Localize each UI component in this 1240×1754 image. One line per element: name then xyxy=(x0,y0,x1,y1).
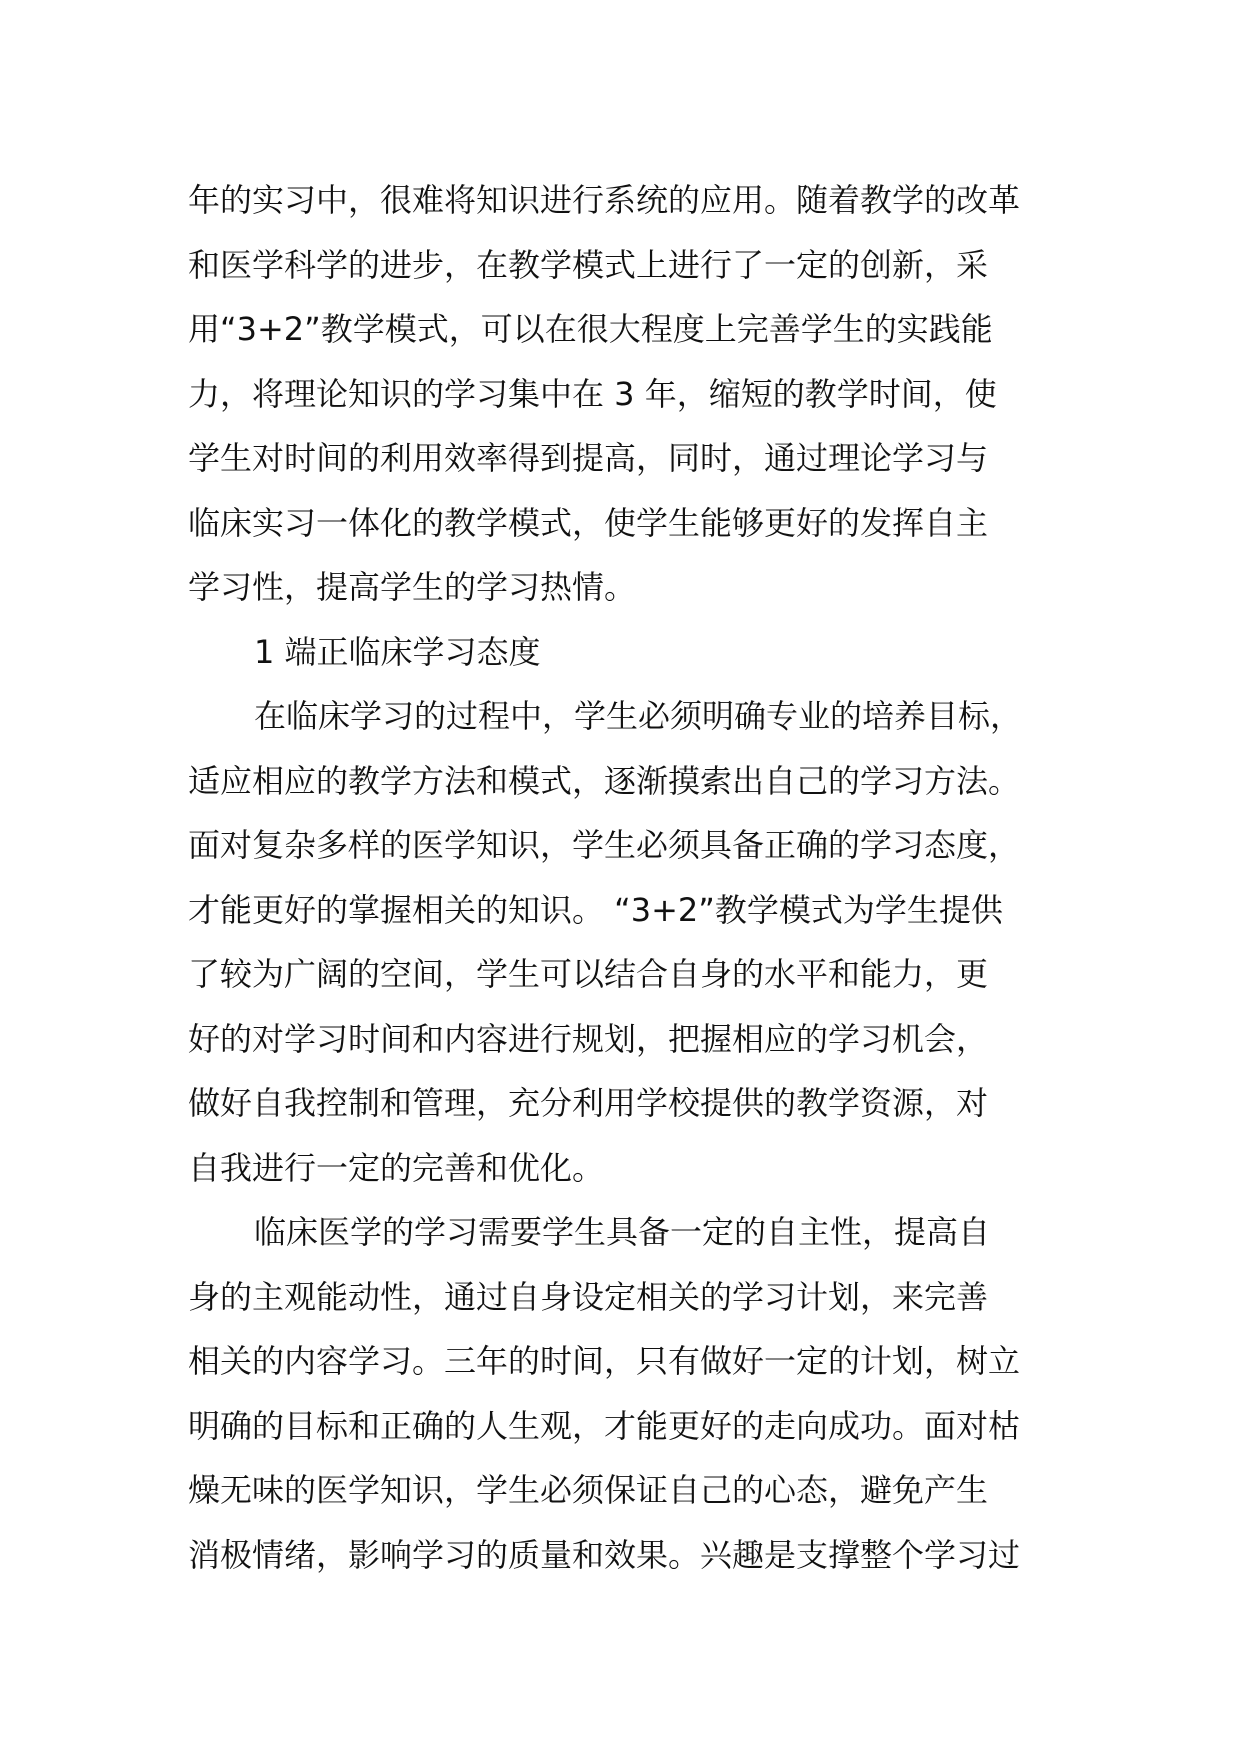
text-line: 明确的目标和正确的人生观，才能更好的走向成功。面对枯 xyxy=(188,1406,1021,1445)
text-line: 在临床学习的过程中，学生必须明确专业的培养目标， xyxy=(254,697,1023,735)
text-line: 才能更好的掌握相关的知识。 “3+2”教学模式为学生提供 xyxy=(188,890,1003,929)
text-line: 学生对时间的利用效率得到提高，同时，通过理论学习与 xyxy=(188,439,989,477)
text-line: 临床实习一体化的教学模式，使学生能够更好的发挥自主 xyxy=(188,503,989,542)
text-line: 自我进行一定的完善和优化。 xyxy=(188,1148,605,1187)
text-line: 临床医学的学习需要学生具备一定的自主性，提高自 xyxy=(254,1213,991,1251)
text-line: 消极情绪，影响学习的质量和效果。兴趣是支撑整个学习过 xyxy=(188,1535,1021,1574)
text-line: 了较为广阔的空间，学生可以结合自身的水平和能力，更 xyxy=(188,955,989,993)
body-text xyxy=(188,168,1068,1587)
section-heading: 1 端正临床学习态度 xyxy=(254,632,541,671)
text-line: 燥无味的医学知识，学生必须保证自己的心态，避免产生 xyxy=(188,1471,989,1509)
text-line: 力，将理论知识的学习集中在 3 年，缩短的教学时间，使 xyxy=(188,374,997,413)
text-line: 适应相应的教学方法和模式，逐渐摸索出自己的学习方法。 xyxy=(188,761,1021,800)
text-line: 做好自我控制和管理，充分利用学校提供的教学资源，对 xyxy=(188,1084,989,1122)
text-line: 好的对学习时间和内容进行规划，把握相应的学习机会， xyxy=(188,1019,989,1058)
text-line: 年的实习中，很难将知识进行系统的应用。随着教学的改革 xyxy=(188,181,1021,219)
text-line: 和医学科学的进步，在教学模式上进行了一定的创新，采 xyxy=(188,245,989,284)
text-line: 身的主观能动性，通过自身设定相关的学习计划，来完善 xyxy=(188,1277,989,1316)
text-line: 面对复杂多样的医学知识，学生必须具备正确的学习态度， xyxy=(188,826,1021,864)
text-line: 相关的内容学习。三年的时间，只有做好一定的计划，树立 xyxy=(188,1342,1021,1380)
text-line: 用“3+2”教学模式，可以在很大程度上完善学生的实践能 xyxy=(188,310,993,348)
text-line: 学习性，提高学生的学习热情。 xyxy=(188,568,637,606)
